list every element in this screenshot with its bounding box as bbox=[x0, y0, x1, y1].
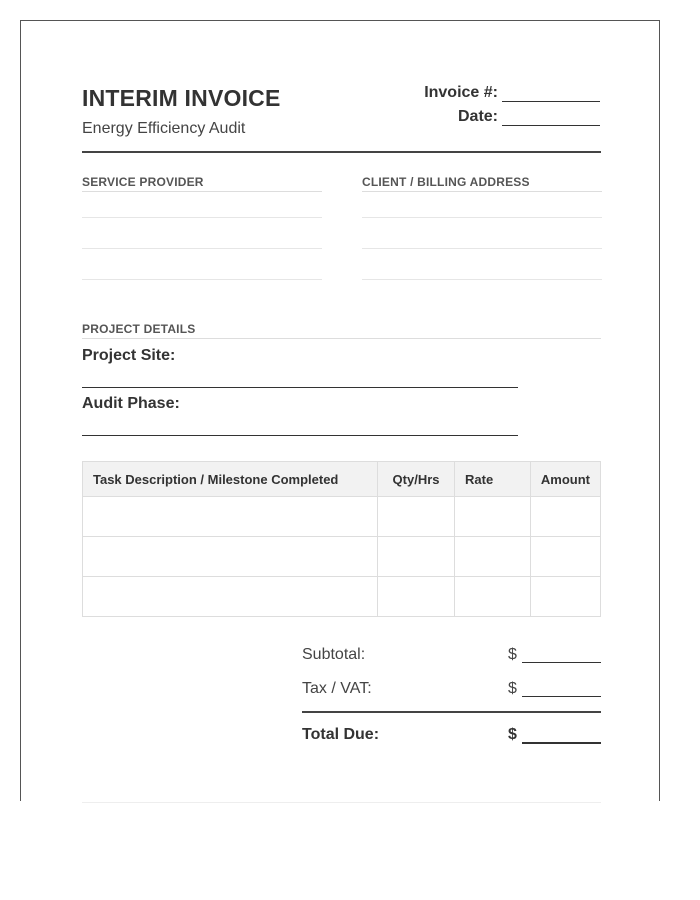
client-address-line[interactable] bbox=[362, 217, 602, 218]
column-header-rate: Rate bbox=[455, 462, 531, 497]
amount-cell[interactable] bbox=[530, 497, 600, 537]
footer-divider bbox=[82, 802, 601, 803]
qty-cell[interactable] bbox=[378, 577, 455, 617]
subtotal-label: Subtotal: bbox=[302, 646, 366, 663]
total-due-currency: $ bbox=[508, 726, 517, 743]
totals-divider bbox=[302, 711, 601, 713]
header-divider bbox=[82, 151, 601, 153]
client-billing-heading: CLIENT / BILLING ADDRESS bbox=[362, 175, 602, 192]
total-due-blank[interactable] bbox=[522, 742, 601, 744]
rate-cell[interactable] bbox=[455, 497, 531, 537]
table-header-row bbox=[83, 462, 601, 497]
subtotal-currency: $ bbox=[508, 646, 517, 663]
column-header-description: Task Description / Milestone Completed bbox=[83, 462, 378, 497]
total-due-label: Total Due: bbox=[302, 726, 380, 743]
provider-address-line[interactable] bbox=[82, 279, 322, 280]
invoice-number-label: Invoice #: bbox=[424, 84, 498, 101]
amount-cell[interactable] bbox=[530, 577, 600, 617]
provider-address-line[interactable] bbox=[82, 217, 322, 218]
qty-cell[interactable] bbox=[378, 497, 455, 537]
qty-cell[interactable] bbox=[378, 537, 455, 577]
column-header-amount: Amount bbox=[530, 462, 600, 497]
table-row bbox=[83, 537, 601, 577]
date-field bbox=[458, 108, 600, 126]
tax-blank[interactable] bbox=[522, 696, 601, 697]
amount-cell[interactable] bbox=[530, 537, 600, 577]
invoice-subtitle: Energy Efficiency Audit bbox=[82, 120, 246, 137]
table-row bbox=[83, 497, 601, 537]
audit-phase-label: Audit Phase: bbox=[82, 395, 180, 412]
description-cell[interactable] bbox=[83, 577, 378, 617]
invoice-number-field bbox=[424, 84, 600, 102]
audit-phase-line[interactable] bbox=[82, 435, 518, 436]
date-label: Date: bbox=[457, 108, 498, 125]
subtotal-blank[interactable] bbox=[522, 662, 601, 663]
tax-label: Tax / VAT: bbox=[302, 680, 372, 697]
client-address-line[interactable] bbox=[362, 248, 602, 249]
line-items-table bbox=[82, 461, 601, 617]
client-address-line[interactable] bbox=[362, 279, 602, 280]
invoice-title: INTERIM INVOICE bbox=[82, 85, 281, 111]
tax-currency: $ bbox=[508, 680, 517, 697]
project-details-heading: PROJECT DETAILS bbox=[82, 322, 601, 339]
date-blank[interactable] bbox=[502, 109, 600, 126]
rate-cell[interactable] bbox=[455, 537, 531, 577]
description-cell[interactable] bbox=[83, 497, 378, 537]
service-provider-heading: SERVICE PROVIDER bbox=[82, 175, 322, 192]
invoice-number-blank[interactable] bbox=[502, 85, 600, 102]
provider-address-line[interactable] bbox=[82, 248, 322, 249]
table-row bbox=[83, 577, 601, 617]
invoice-page bbox=[20, 20, 660, 801]
description-cell[interactable] bbox=[83, 537, 378, 577]
rate-cell[interactable] bbox=[455, 577, 531, 617]
project-site-label: Project Site: bbox=[82, 347, 176, 364]
project-site-line[interactable] bbox=[82, 387, 518, 388]
column-header-qty: Qty/Hrs bbox=[378, 462, 455, 497]
